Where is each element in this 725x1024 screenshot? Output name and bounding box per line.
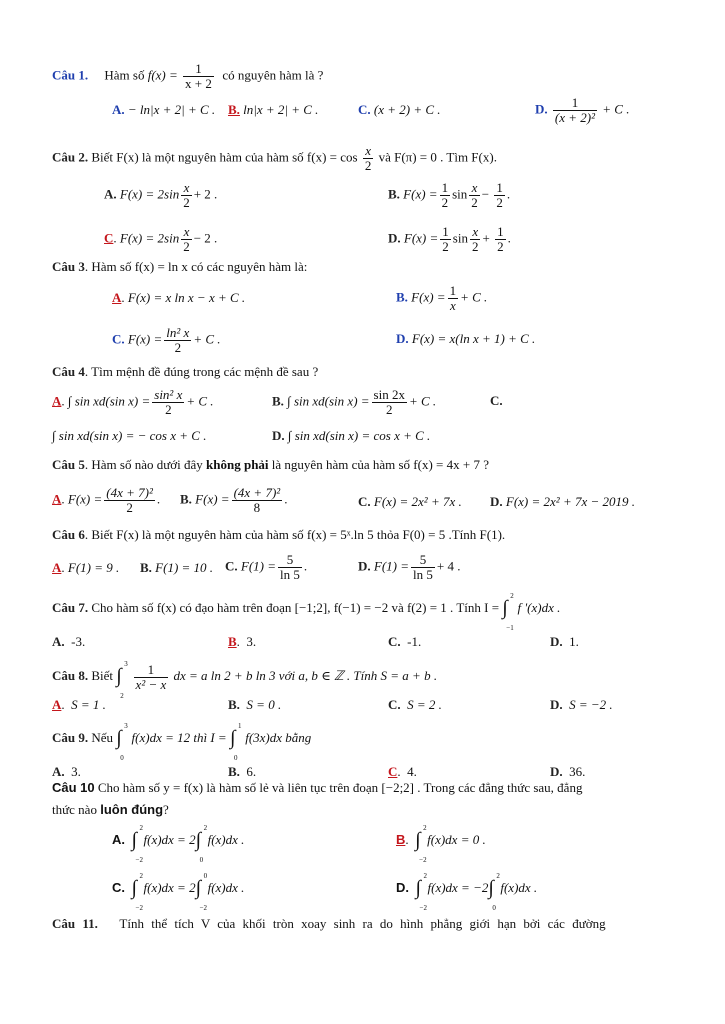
question-5-stem: Câu 5. Hàm số nào dưới đây không phải là nguyên hàm của hàm số f(x) = 4x + 7 ? [52, 457, 489, 472]
question-6-option-a[interactable]: A. F(1) = 9 . [52, 560, 120, 575]
question-9-option-d[interactable]: D. 36. [550, 764, 586, 779]
question-7-option-d[interactable]: D. 1. [550, 634, 579, 649]
question-1-option-c[interactable]: C. (x + 2) + C . [358, 102, 441, 117]
question-10-stem-line-2: thức nào luôn đúng? [52, 802, 169, 817]
integral-sign: ∫ 2 −2 [131, 872, 143, 912]
question-7-stem: Câu 7. Cho hàm số f(x) có đạo hàm trên đoạn [−1;2], f(−1) = −2 và f(2) = 1 . Tính I = ∫ 2 −1 f '(x)dx . [52, 592, 561, 632]
question-1-stem: Câu 1. Hàm số f(x) = $\frac{1}{x + 2}$ có nguyên hàm là ? [52, 61, 324, 91]
question-6-option-c[interactable]: C. F(1) = $\frac{5}{\ln 5}$ . [225, 552, 308, 582]
integral-sign: ∫ 2 0 [195, 824, 208, 864]
question-4-option-a[interactable]: A. ∫ sin xd(sin x) = $\frac{\text{sin² x}}{2}$ + C . [52, 387, 214, 417]
question-9-option-a[interactable]: A. 3. [52, 764, 81, 779]
question-8-option-d[interactable]: D. S = −2 . [550, 697, 613, 712]
question-4-option-d[interactable]: D. ∫ sin xd(sin x) = cos x + C . [272, 428, 431, 443]
integral-sign: ∫ 2 −1 [502, 592, 514, 632]
question-1-label: Câu 1. [52, 67, 89, 83]
question-5-option-c[interactable]: C. F(x) = 2x² + 7x . [358, 494, 462, 509]
question-4-option-c-label[interactable]: C. [490, 393, 503, 408]
question-5-option-a[interactable]: A. F(x) = $\frac{\text{(4x + 7)²}}{2}$ . [52, 485, 161, 515]
question-2-option-d[interactable]: D. F(x) = $\frac{1}{2}$ sin $\frac{x}{2}$ + $\frac{1}{2}$ . [388, 224, 511, 254]
question-10-stem: Câu 10 Cho hàm số y = f(x) là hàm số lẻ và liên tục trên đoạn [−2;2] . Trong các đẳng thức sau, đẳng [52, 780, 583, 795]
question-1-option-b[interactable]: B. ln|x + 2| + C . [228, 102, 319, 117]
integral-sign: ∫ 2 −2 [415, 824, 427, 864]
integral-sign: ∫ 1 0 [229, 722, 242, 762]
question-10-option-d[interactable]: D. ∫ 2 −2 f(x)dx = −2 ∫ 2 0 f(x)dx . [396, 872, 538, 912]
integral-sign: ∫ 3 0 [116, 722, 128, 762]
question-7-option-b[interactable]: B. 3. [228, 634, 257, 649]
question-11-stem: Câu 11. Tính thể tích V của khối tròn xoay sinh ra do hình phẳng giới hạn bởi các đường [52, 916, 606, 931]
question-10-option-b[interactable]: B. ∫ 2 −2 f(x)dx = 0 . [396, 824, 486, 864]
question-10-option-c[interactable]: C. ∫ 2 −2 f(x)dx = 2 ∫ 0 −2 f(x)dx . [112, 872, 245, 912]
integral-sign: ∫ 3 2 [116, 660, 128, 700]
question-1-option-d[interactable]: D. $\frac{1}{\text{(x + 2)²}}$ + C . [535, 95, 630, 125]
question-9-stem: Câu 9. Nếu ∫ 3 0 f(x)dx = 12 thì I = ∫ 1 0 f(3x)dx bằng [52, 722, 312, 762]
question-7-option-c[interactable]: C. -1. [388, 634, 422, 649]
question-2-option-b[interactable]: B. F(x) = $\frac{1}{2}$ sin $\frac{x}{2}$ − $\frac{1}{2}$ . [388, 180, 511, 210]
question-6-option-b[interactable]: B. F(1) = 10 . [140, 560, 214, 575]
question-5-option-d[interactable]: D. F(x) = 2x² + 7x − 2019 . [490, 494, 636, 509]
question-4-option-c[interactable]: ∫ sin xd(sin x) = − cos x + C . [52, 428, 207, 443]
question-10-option-a[interactable]: A. ∫ 2 −2 f(x)dx = 2 ∫ 2 0 f(x)dx . [112, 824, 245, 864]
question-4-option-b[interactable]: B. ∫ sin xd(sin x) = $\frac{\sin 2x}{2}$ + C . [272, 387, 437, 417]
question-1-option-a[interactable]: A. − ln|x + 2| + C . [112, 102, 216, 117]
integral-sign: ∫ 2 −2 [131, 824, 143, 864]
question-8-option-b[interactable]: B. S = 0 . [228, 697, 282, 712]
integral-sign: ∫ 2 0 [488, 872, 500, 912]
question-9-option-b[interactable]: B. 6. [228, 764, 257, 779]
question-8-option-a[interactable]: A. S = 1 . [52, 697, 106, 712]
question-6-option-d[interactable]: D. F(1) = $\frac{5}{\ln 5}$ + 4 . [358, 552, 461, 582]
question-4-stem: Câu 4. Tìm mệnh đề đúng trong các mệnh đề sau ? [52, 364, 319, 379]
question-5-option-b[interactable]: B. F(x) = $\frac{\text{(4x + 7)²}}{8}$ . [180, 485, 288, 515]
question-6-stem: Câu 6. Biết F(x) là một nguyên hàm của hàm số f(x) = 5ˣ.ln 5 thỏa F(0) = 5 .Tính F(1). [52, 527, 506, 542]
question-3-option-a[interactable]: A. F(x) = x ln x − x + C . [112, 290, 246, 305]
integral-sign: ∫ 2 −2 [415, 872, 427, 912]
question-3-option-d[interactable]: D. F(x) = x(ln x + 1) + C . [396, 331, 536, 346]
integral-sign: ∫ 0 −2 [195, 872, 208, 912]
question-9-option-c[interactable]: C. 4. [388, 764, 417, 779]
question-3-option-b[interactable]: B. F(x) = $\frac{1}{x}$ + C . [396, 283, 488, 313]
question-2-option-a[interactable]: A. F(x) = 2sin $\frac{x}{2}$ + 2 . [104, 180, 218, 210]
question-2-option-c[interactable]: C. F(x) = 2sin $\frac{x}{2}$ − 2 . [104, 224, 218, 254]
question-7-option-a[interactable]: A. -3. [52, 634, 86, 649]
question-3-option-c[interactable]: C. F(x) = $\frac{\text{ln² x}}{2}$ + C . [112, 325, 221, 355]
question-2-stem: Câu 2. Biết F(x) là một nguyên hàm của hàm số f(x) = cos $\frac{x}{2}$ và F(π) = 0 . Tìm F(x). [52, 143, 497, 173]
question-3-stem: Câu 3. Hàm số f(x) = ln x có các nguyên hàm là: [52, 259, 308, 274]
question-8-option-c[interactable]: C. S = 2 . [388, 697, 442, 712]
question-8-stem: Câu 8. Biết ∫ 3 2 $\frac{1}{\text{x² − x}}$ dx = a ln 2 + b ln 3 với a, b ∈ ℤ . Tính S = a + b . [52, 660, 438, 700]
